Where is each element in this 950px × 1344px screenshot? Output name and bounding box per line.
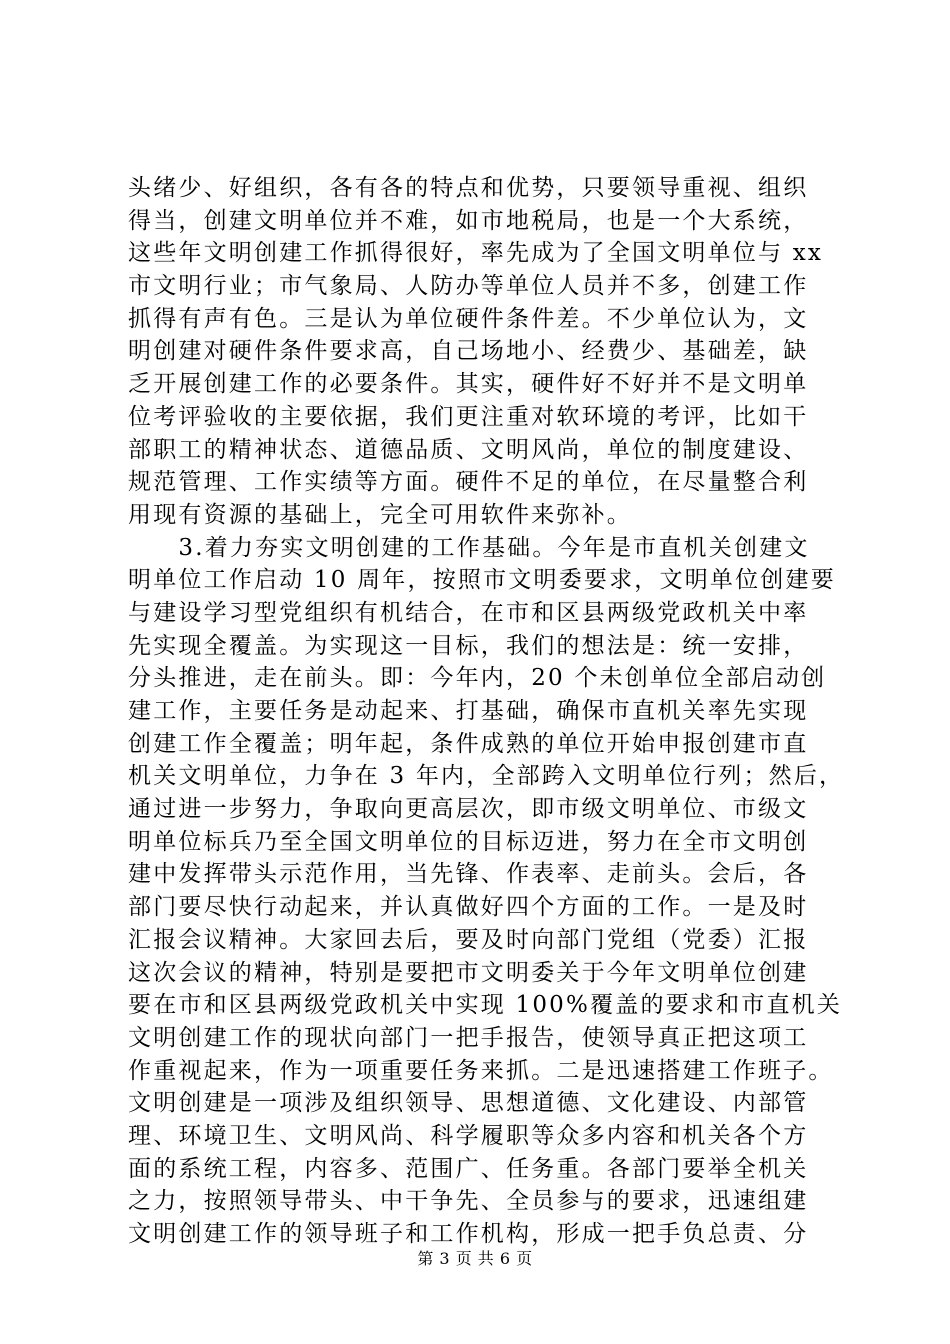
text-line: 头绪少、好组织，各有各的特点和优势，只要领导重视、组织 bbox=[128, 175, 809, 201]
text-line: 抓得有声有色。三是认为单位硬件条件差。不少单位认为，文 bbox=[128, 305, 809, 332]
text-line: 规范管理、工作实绩等方面。硬件不足的单位，在尽量整合利 bbox=[128, 469, 809, 496]
text-line: 建中发挥带头示范作用，当先锋、作表率、走前头。会后，各 bbox=[128, 861, 809, 888]
text-line: 分头推进，走在前头。即：今年内，20 个未创单位全部启动创 bbox=[128, 665, 827, 692]
text-line: 要在市和区县两级党政机关中实现 100%覆盖的要求和市直机关 bbox=[128, 992, 843, 1019]
text-line: 文明创建工作的现状向部门一把手报告，使领导真正把这项工 bbox=[128, 1024, 809, 1051]
text-line: 乏开展创建工作的必要条件。其实，硬件好不好并不是文明单 bbox=[128, 371, 809, 398]
page-footer bbox=[0, 1246, 950, 1269]
text-line: 用现有资源的基础上，完全可用软件来弥补。 bbox=[128, 501, 632, 528]
text-line: 市文明行业；市气象局、人防办等单位人员并不多，创建工作 bbox=[128, 273, 809, 300]
text-line: 面的系统工程，内容多、范围广、任务重。各部门要举全机关 bbox=[128, 1155, 809, 1182]
text-line: 机关文明单位，力争在 3 年内，全部跨入文明单位行列；然后， bbox=[128, 763, 845, 790]
text-line: 明单位工作启动 10 周年，按照市文明委要求，文明单位创建要 bbox=[128, 567, 836, 594]
text-line: 文明创建是一项涉及组织领导、思想道德、文化建设、内部管 bbox=[128, 1090, 809, 1117]
text-line: 这些年文明创建工作抓得很好，率先成为了全国文明单位与 xx bbox=[128, 240, 824, 267]
text-line: 这次会议的精神，特别是要把市文明委关于今年文明单位创建 bbox=[128, 959, 809, 986]
text-line: 与建设学习型党组织有机结合，在市和区县两级党政机关中率 bbox=[128, 599, 809, 626]
text-line: 明创建对硬件条件要求高，自己场地小、经费少、基础差，缺 bbox=[128, 338, 809, 365]
text-line: 先实现全覆盖。为实现这一目标，我们的想法是：统一安排， bbox=[128, 632, 809, 659]
text-line: 汇报会议精神。大家回去后，要及时向部门党组（党委）汇报 bbox=[128, 926, 809, 953]
text-line: 之力，按照领导带头、中干争先、全员参与的要求，迅速组建 bbox=[128, 1188, 809, 1215]
page-number: 第 3 页 共 6 页 bbox=[417, 1249, 533, 1268]
text-line: 文明创建工作的领导班子和工作机构，形成一把手负总责、分 bbox=[128, 1221, 809, 1247]
text-line: 建工作，主要任务是动起来、打基础，确保市直机关率先实现 bbox=[128, 698, 809, 724]
text-line: 通过进一步努力，争取向更高层次，即市级文明单位、市级文 bbox=[128, 796, 809, 823]
text-line: 作重视起来，作为一项重要任务来抓。二是迅速搭建工作班子。 bbox=[128, 1057, 834, 1084]
text-line: 创建工作全覆盖；明年起，条件成熟的单位开始申报创建市直 bbox=[128, 730, 809, 757]
text-line: 部职工的精神状态、道德品质、文明风尚，单位的制度建设、 bbox=[128, 436, 809, 463]
body-text bbox=[128, 172, 845, 1251]
text-line: 3.着力夯实文明创建的工作基础。今年是市直机关创建文 bbox=[128, 534, 810, 561]
text-line: 部门要尽快行动起来，并认真做好四个方面的工作。一是及时 bbox=[128, 894, 809, 921]
text-line: 得当，创建文明单位并不难，如市地税局，也是一个大系统， bbox=[128, 207, 809, 234]
text-line: 明单位标兵乃至全国文明单位的目标迈进，努力在全市文明创 bbox=[128, 828, 809, 855]
text-line: 理、环境卫生、文明风尚、科学履职等众多内容和机关各个方 bbox=[128, 1122, 809, 1149]
text-line: 位考评验收的主要依据，我们更注重对软环境的考评，比如干 bbox=[128, 403, 809, 430]
